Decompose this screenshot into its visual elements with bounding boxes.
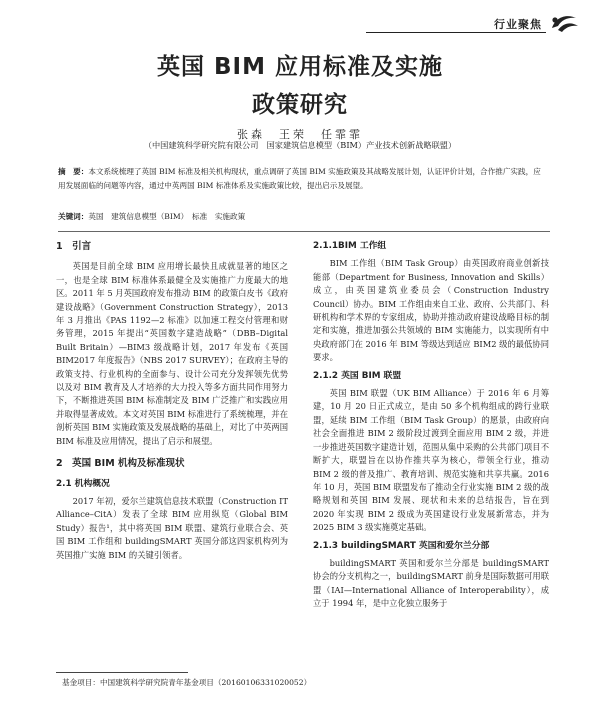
keywords-label: 关键词：	[58, 212, 89, 221]
article-title-line-2: 政策研究	[252, 92, 348, 118]
section-1-heading: 1 引言	[56, 241, 92, 252]
abstract-divider	[58, 231, 550, 232]
funding-footnote: 基金项目：中国建筑科学研究院青年基金项目（20160106331020052）	[62, 678, 312, 687]
article-title-line-1: 英国 BIM 应用标准及实施	[157, 54, 443, 80]
abstract-label: 摘 要：	[58, 167, 89, 176]
affiliation: （中国建筑科学研究院有限公司 国家建筑信息模型（BIM）产业技术创新战略联盟）	[143, 140, 457, 150]
right-column	[313, 240, 549, 611]
journal-logo-icon	[548, 10, 580, 34]
authors: 张森 王荣 任霏霏	[237, 128, 363, 141]
page-header	[366, 10, 586, 34]
keywords-text: 英国 建筑信息模型（BIM） 标准 实施政策	[88, 212, 246, 221]
section-2-1-paragraph: 2017 年初，爱尔兰建筑信息技术联盟（Construction IT Alliance–CitA）发表了全球 BIM 应用纵览（Global BIM Study）报告¹，其中将英国 BIM 联盟、建筑行业联合会、英国 BIM 工作组和 buildingSMART 英国分部这四家机构列为英国推广实施 BIM 的关键引领者。	[56, 495, 288, 560]
abstract-text: 本文系统梳理了英国 BIM 标准及相关机构现状，重点调研了英国 BIM 实施政策及其战略发展计划，认证评价计划，合作推广实践，应用发展面临的问题等内容，通过中英两国 BIM 标准体系及实施政策比较，提出启示及展望。	[58, 167, 541, 191]
abstract	[58, 165, 548, 193]
section-label: 行业聚焦	[494, 18, 542, 31]
section-1-paragraph: 英国是目前全球 BIM 应用增长最快且成就显著的地区之一，也是全球 BIM 标准体系最健全及实施推广力度最大的地区。2011 年 5 月英国政府发布推动 BIM 的政策白皮书《政府建设战略》（Government Construction Strategy），2013 年 3 月推出《PAS 1192—2 标准》以加速工程交付管理和财务管理，2015 年提出“英国数字建造战略”（DBB–Digital Built Britain）—BIM3 级战略计划，2017 年发布《英国 BIM2017 年度报告》（NBS 2017 SURVEY）；在政府主导的政策支持、行业机构的全面参与、设计公司充分发挥领先优势以及对 BIM 教育及人才培养的大力投入等多方面共同作用努力下，不断推进英国 BIM 标准制定及 BIM 广泛推广和实践应用并取得显著成效。本文对英国 BIM 标准进行了系统梳理，并在剖析英国 BIM 实施政策及发展战略的基础上，对比了中英两国 BIM 标准及应用情况，提出了启示和展望。	[56, 261, 288, 446]
keywords	[58, 211, 548, 222]
section-2-1-2-heading: 2.1.2 英国 BIM 联盟	[313, 370, 402, 381]
header-rule	[366, 32, 546, 33]
left-column	[56, 240, 288, 562]
section-2-heading: 2 英国 BIM 机构及标准现状	[56, 458, 185, 470]
section-2-1-heading: 2.1 机构概况	[56, 478, 110, 489]
section-2-1-3-heading: 2.1.3 buildingSMART 英国和爱尔兰分部	[313, 540, 490, 551]
section-2-1-1-paragraph: BIM 工作组（BIM Task Group）由英国政府商业创新技能部（Department for Business, Innovation and Skills）成立，由英国建筑业委员会（Construction Industry Council）协办。BIM 工作组由来自工业、政府、公共部门、科研机构和学术界的专家组成，协助并推动政府建设战略目标的制定和实施，推进加强公共领域的 BIM 实施能力，以实现所有中央政府部门在 2016 年 BIM 等级达到适应 BIM2 级的最低协同要求。	[313, 258, 549, 363]
section-2-1-2-paragraph: 英国 BIM 联盟（UK BIM Alliance）于 2016 年 6 月筹建，10 月 20 日正式成立，是由 50 多个机构组成的跨行业联盟，延续 BIM 工作组（BIM Task Group）的愿景，由政府向社会全面推进 BIM 2 级阶段过渡到全面应用 BIM 2 级，并进一步推进英国数字建造计划，范围从集中采购的公共部门项目不断扩大，联盟旨在以协作推共享为核心，带领全行业，推动 BIM 2 级的普及推广、教育培训、规范实施和共享共赢。2016 年 10 月，英国 BIM 联盟发布了推动全行业实施 BIM 2 级的战略规划和英国 BIM 发展、现状和未来的总结报告，旨在到 2020 年实现 BIM 2 级成为英国建设行业发展新常态，并为 2025 BIM 3 级实施奠定基础。	[313, 388, 549, 533]
section-2-1-3-paragraph: buildingSMART 英国和爱尔兰分部是 buildingSMART 协会的分支机构之一，buildingSMART 前身是国际数据可用联盟（IAI—International Alliance of Interoperability），成立于 1994 年，是中立化独立服务于	[313, 557, 549, 609]
footnote-divider	[56, 672, 188, 673]
section-2-1-1-heading: 2.1.1BIM 工作组	[313, 241, 387, 251]
